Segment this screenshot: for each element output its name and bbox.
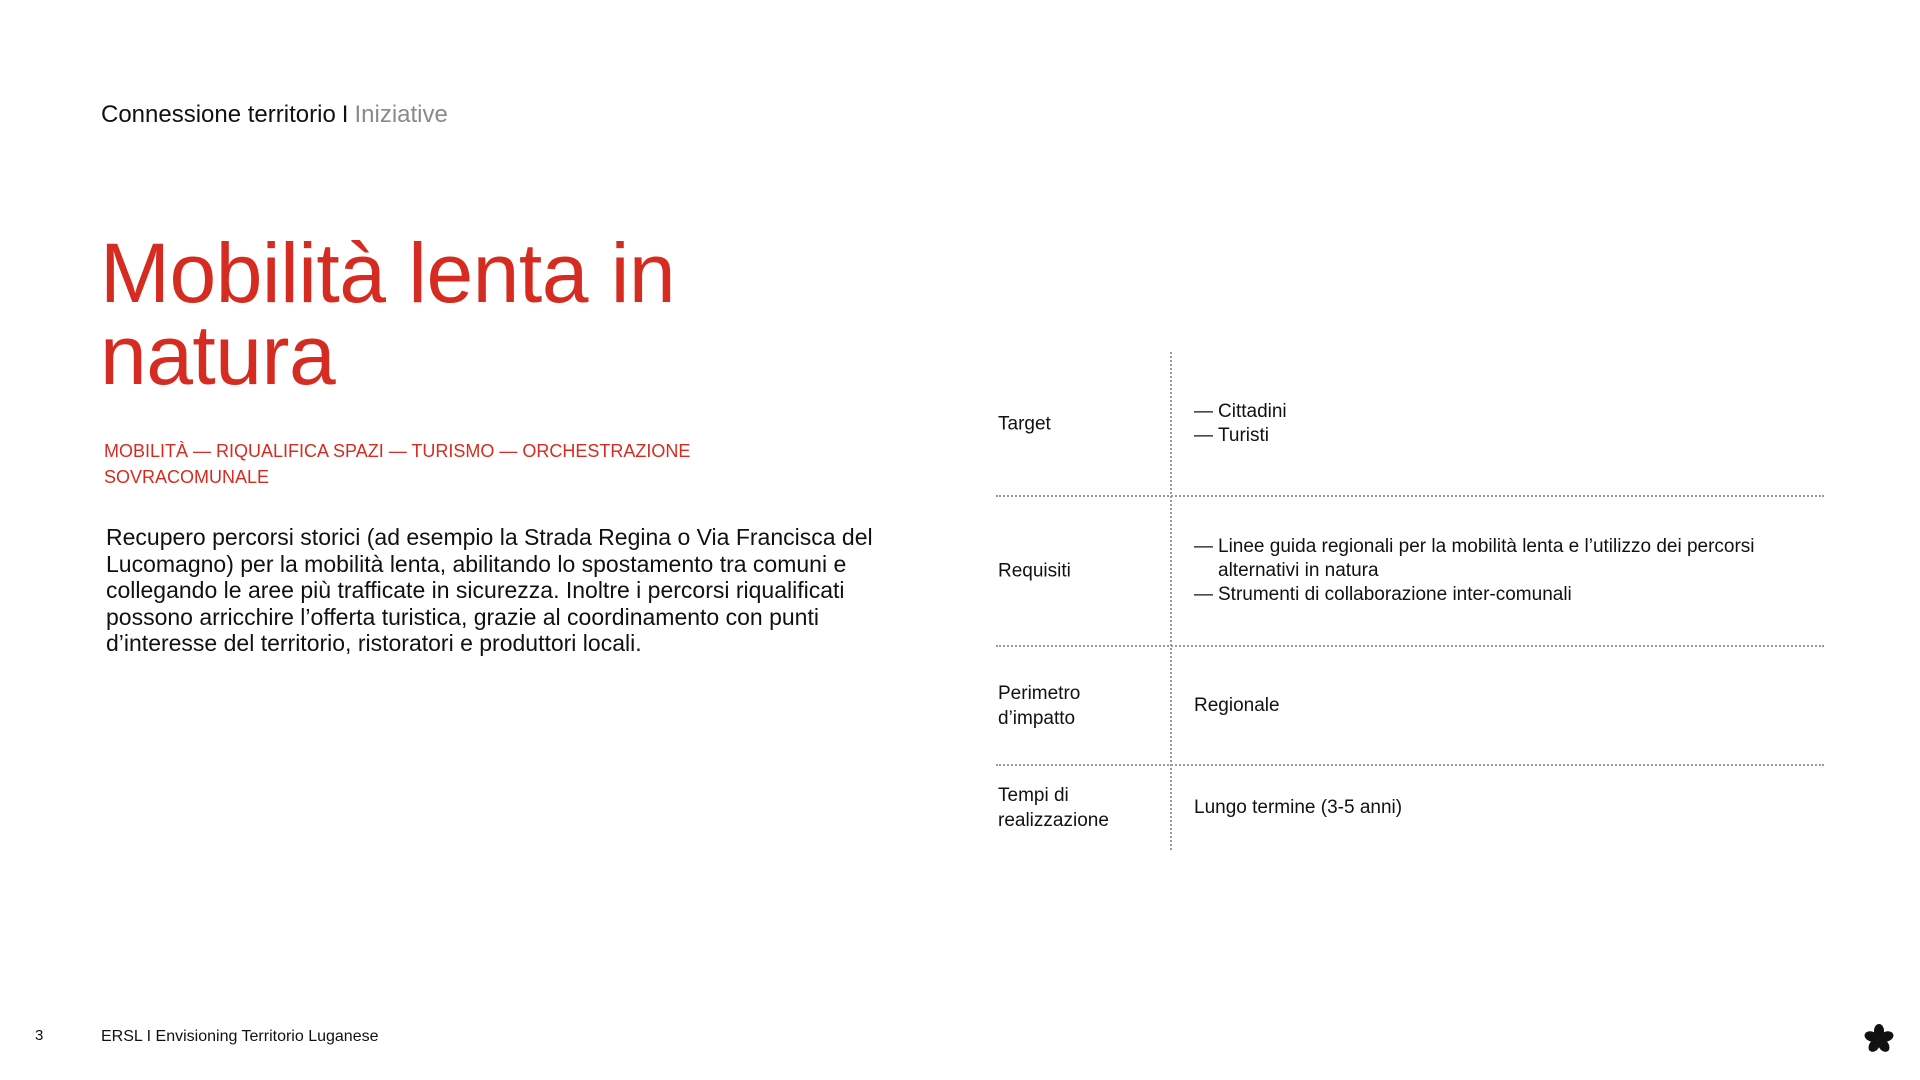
breadcrumb-section: Connessione territorio (101, 101, 336, 128)
target-item-turisti: — Turisti (1194, 424, 1814, 448)
tempi-label-line-1: Tempi di (998, 785, 1069, 806)
tempi-value: Lungo termine (3-5 anni) (1194, 797, 1403, 818)
perimetro-label-line-1: Perimetro (998, 682, 1081, 704)
flower-logo-icon (1864, 1024, 1894, 1054)
target-item-cittadini: — Cittadini (1194, 400, 1814, 424)
requisiti-label: Requisiti (998, 560, 1071, 582)
breadcrumb-current: Iniziative (354, 101, 448, 128)
tempi-label-line-2: realizzazione (998, 810, 1109, 831)
table-row-perimetro (996, 647, 1824, 766)
page-title-line-1: Mobilità lenta in (100, 226, 676, 320)
perimetro-value: Regionale (1194, 694, 1280, 716)
topic-tags-line-2: SOVRACOMUNALE (104, 467, 270, 487)
target-label: Target (998, 413, 1051, 434)
perimetro-label (998, 681, 1158, 731)
topic-tags-line-1: MOBILITÀ — RIQUALIFICA SPAZI — TURISMO — ORCHESTRAZIONE (104, 441, 691, 461)
topic-tags (104, 438, 744, 490)
target-value (1194, 400, 1814, 448)
tempi-label (998, 783, 1158, 833)
table-row-tempi (996, 766, 1824, 850)
target-list (1194, 400, 1814, 448)
footer-text: ERSL I Envisioning Territorio Luganese (101, 1028, 379, 1045)
page-number: 3 (35, 1027, 44, 1044)
breadcrumb-separator: I (341, 101, 349, 128)
page-title (100, 226, 800, 402)
requisiti-item-strumenti: — Strumenti di collaborazione inter-comunali (1194, 583, 1814, 607)
description-paragraph: Recupero percorsi storici (ad esempio la Strada Regina o Via Francisca del Lucomagno) per la mobilità lenta, abilitando lo spostamento tra comuni e collegando le aree più trafficate in sicurezza. Inoltre i percorsi riqualificati possono arricchire l’offerta turistica, grazie al coordinamento con punti d’interesse del territorio, ristoratori e produttori locali. (106, 524, 873, 656)
perimetro-label-line-2: d’impatto (998, 707, 1076, 729)
info-table (996, 352, 1824, 850)
breadcrumb (101, 100, 448, 130)
table-row-target (996, 352, 1824, 497)
requisiti-value (1194, 535, 1814, 607)
page-title-line-2: natura (100, 308, 336, 402)
requisiti-list (1194, 535, 1814, 607)
table-row-requisiti (996, 497, 1824, 647)
requisiti-item-linee-guida: — Linee guida regionali per la mobilità lenta e l’utilizzo dei percorsi alternativi in natura (1194, 535, 1814, 583)
